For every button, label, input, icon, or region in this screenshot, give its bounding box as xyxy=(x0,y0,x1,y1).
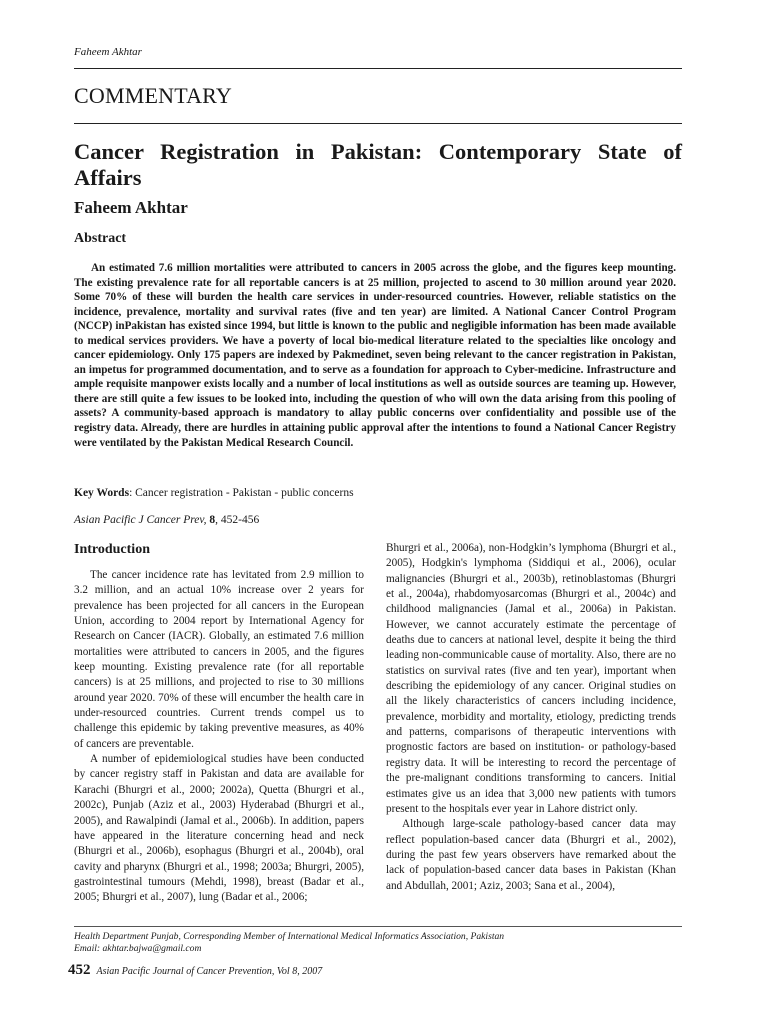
left-column xyxy=(74,541,364,906)
citation-journal: Asian Pacific J Cancer Prev, xyxy=(74,514,207,526)
abstract-text: An estimated 7.6 million mortalities were attributed to cancers in 2005 across the globe, and the figures keep mounting. The existing prevalence rate for all reportable cancers is at 25 million, projected to ascend to 30 million around year 2020. Some 70% of these will burden the health care services in under-resourced countries. However, reliable statistics on the incidence, prevalence, mortality and survival rates (five and ten year) are limited. A National Cancer Control Program (NCCP) inPakistan has existed since 1994, but little is known to the public and negligible information has been made available to medical services providers. We have a poverty of local bio-medical literature related to the specialties like oncology and cancer epidemiology. Only 175 papers are indexed by Pakmedinet, seven being relevant to the cancer registration in Pakistan, an impetus for programmed documentation, and to serve as a foundation for approach to Cyber-medicine. Infrastructure and ample requisite manpower exists locally and a number of local institutions as well as outside sources are teaming up. However, there are still quite a few issues to be looked into, including the question of who will own the data arising from this pooling of assets? A community-based approach is mandatory to allay public concerns over confidentiality and possible use of the registry data. Already, there are hurdles in attaining public approval after the intentions to found a National Cancer Registry were ventilated by the Pakistan Medical Research Council. xyxy=(74,262,676,449)
keywords xyxy=(74,487,354,499)
header-rule-bottom xyxy=(74,123,682,124)
citation xyxy=(74,514,259,526)
running-head: Faheem Akhtar xyxy=(74,46,142,58)
footnote-rule xyxy=(74,926,682,927)
intro-paragraph-2: A number of epidemiological studies have been conducted by cancer registry staff in Pakistan and data are available for Karachi (Bhurgri et al., 2000; 2002a), Quetta (Bhurgri et al., 2002c), Punjab (Aziz et al., 2003) Hyderabad (Bhurgri et al., 2005), and Rawalpindi (Jamal et al., 2006b). In addition, papers have appeared in the literature concerning head and neck (Bhurgri et al., 2006b), esophagus (Bhurgri et al., 2004b), oral cavity and pharynx (Bhurgri et al., 1998; 2003a; Bhurgri, 2005), gastrointestinal tumours (Mehdi, 1998), breast (Badar et al., 2005; Bhurgri et al., 2007), lung (Badar et al., 2006; xyxy=(74,753,364,904)
author-email: Email: akhtar.bajwa@gmail.com xyxy=(74,942,202,954)
section-label: COMMENTARY xyxy=(74,83,232,108)
intro-paragraph-3: Bhurgri et al., 2006a), non-Hodgkin’s lymphoma (Bhurgri et al., 2005), Hodgkin's lymphoma (Siddiqui et al., 2006), ocular malignancies (Bhurgri et al., 2003b), retinoblastomas (Bhurgri et al., 2004a), rhabdomyosarcomas (Bhurgri et al., 2004c) and childhood malignancies (Jamal et al., 2006a) in Pakistan. However, we cannot accurately estimate the percentage of deaths due to cancers at national level, despite it being the third leading non-communicable cause of mortality. Also, there are no statistics on survival rates (five and ten year), important when describing the epidemiology of any cancer. Original studies on all the likely characteristics of cancers including incidence, prevalence, morbidity and mortality, etiology, predicting trends and patterns, comparisons of therapeutic interventions with prognostic factors are based on institution- or pathology-based registry data. It will be interesting to record the percentage of the pre-malignant conditions transforming to cancers. Initial estimates give us an idea that 3,000 new patients with tumors present to the hospitals ever year in Lahore district only. xyxy=(386,542,676,815)
author-affiliation: Health Department Punjab, Corresponding Member of International Medical Informatics Association, Pakistan xyxy=(74,931,505,942)
abstract-heading: Abstract xyxy=(74,231,127,246)
right-column xyxy=(386,541,676,894)
footer-journal: Asian Pacific Journal of Cancer Prevention, Vol 8, 2007 xyxy=(96,966,323,977)
intro-paragraph-4: Although large-scale pathology-based cancer data may reflect population-based cancer data (Bhurgri et al., 2002), during the past few years observers have remarked about the lack of population-based cancer data bases in Pakistan (Khan and Abdullah, 2001; Aziz, 2003; Sana et al., 2004), xyxy=(386,818,676,892)
article-title: Cancer Registration in Pakistan: Contemporary State of Affairs xyxy=(74,139,682,190)
keywords-text: : Cancer registration - Pakistan - public concerns xyxy=(129,487,354,499)
header-rule-top xyxy=(74,68,682,69)
citation-pages: , 452-456 xyxy=(215,514,260,526)
page-footer xyxy=(68,962,322,979)
introduction-heading: Introduction xyxy=(74,542,150,557)
footnote xyxy=(74,931,682,954)
page-number: 452 xyxy=(68,962,91,978)
author-name: Faheem Akhtar xyxy=(74,198,188,217)
keywords-label: Key Words xyxy=(74,487,130,499)
intro-paragraph-1: The cancer incidence rate has levitated from 2.9 million to 3.2 million, and an actual 10% increase over 2 years for prevalence has been projected for all cancers in the European Union, according to 2004 report by International Agency for Research on Cancer (IACR). Globally, an estimated 7.6 million mortalities were attributed to cancers in 2005, and the figures keep mounting. Existing prevalence rate (for all reportable cancers) is at 25 millions, and projected to rise to 30 millions around year 2020. 70% of these will encumber the health care in under-resourced countries. Current trends compel us to challenge this epidemic by taking preventive measures, as 40% of cancers are preventable. xyxy=(74,569,364,750)
citation-volume: 8 xyxy=(206,514,216,526)
